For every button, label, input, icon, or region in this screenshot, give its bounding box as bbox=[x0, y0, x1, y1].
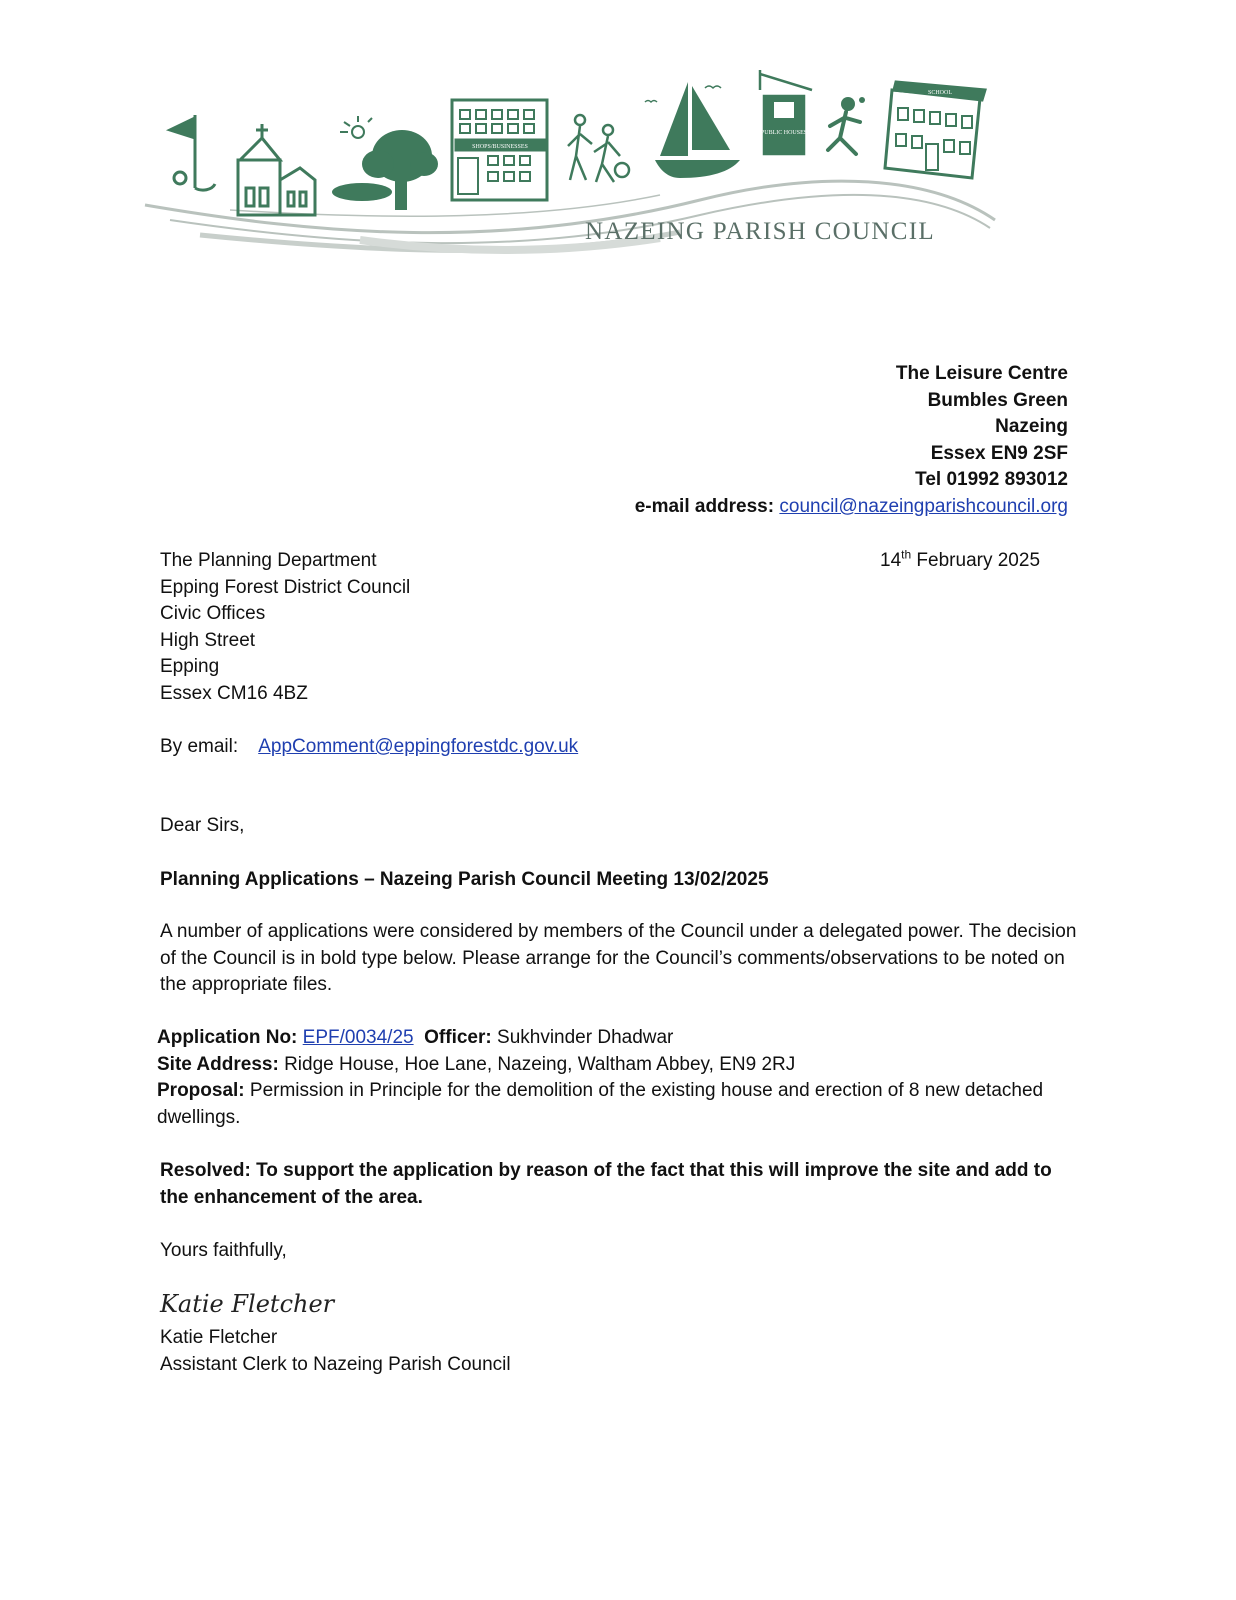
signer-name: Katie Fletcher bbox=[160, 1327, 278, 1348]
proposal-label: Proposal: bbox=[157, 1080, 245, 1102]
by-email-row bbox=[160, 734, 578, 761]
letter-subject: Planning Applications – Nazeing Parish Council Meeting 13/02/2025 bbox=[160, 869, 769, 890]
date-day: 14 bbox=[880, 550, 902, 571]
shops-businesses-icon bbox=[452, 100, 547, 200]
sailboat-icon bbox=[645, 82, 740, 178]
intro-paragraph: A number of applications were considered by members of the Council under a delegated power. The decision of the Council is in bold type below. Please arrange for the Council’s comments/observations to be noted on the appropriate files. bbox=[160, 921, 1077, 996]
handwritten-signature: Katie Fletcher bbox=[160, 1290, 335, 1318]
sender-email-label: e-mail address: bbox=[634, 495, 775, 517]
recipient-line: Epping bbox=[160, 656, 220, 678]
sender-address bbox=[635, 361, 1068, 521]
application-number-label: Application No: bbox=[157, 1027, 298, 1048]
recipient-email-link[interactable]: AppComment@eppingforestdc.gov.uk bbox=[258, 736, 579, 757]
recipient-line: Essex CM16 4BZ bbox=[160, 682, 308, 704]
salutation: Dear Sirs, bbox=[160, 815, 245, 836]
application-number-link[interactable]: EPF/0034/25 bbox=[302, 1027, 414, 1048]
site-address-label: Site Address: bbox=[157, 1053, 279, 1075]
sender-email-row bbox=[635, 494, 1068, 521]
public-houses-sign-icon bbox=[760, 70, 812, 154]
site-address-value: Ridge House, Hoe Lane, Nazeing, Waltham Abbey, EN9 2RJ bbox=[284, 1053, 796, 1075]
recipient-address bbox=[160, 548, 410, 708]
shops-sign-text: SHOPS/BUSINESSES bbox=[472, 144, 528, 150]
council-name: NAZEING PARISH COUNCIL bbox=[585, 218, 935, 245]
sender-address-line: Nazeing bbox=[995, 416, 1068, 438]
recipient-line: The Planning Department bbox=[160, 550, 377, 571]
letter-date bbox=[880, 548, 1040, 575]
application-details bbox=[157, 1025, 1077, 1131]
by-email-label: By email: bbox=[160, 736, 239, 757]
signer-block bbox=[160, 1325, 511, 1378]
church-icon bbox=[238, 124, 315, 215]
sender-address-line: Essex EN9 2SF bbox=[930, 442, 1068, 464]
sender-address-line: Bumbles Green bbox=[927, 389, 1068, 411]
letterhead-logo bbox=[140, 60, 1010, 270]
sender-address-line: The Leisure Centre bbox=[895, 363, 1068, 384]
golf-flag-icon bbox=[170, 115, 215, 190]
resolution: Resolved: To support the application by reason of the fact that this will improve the site and add to the enhancement of the area. bbox=[160, 1160, 1052, 1208]
site-address-row bbox=[157, 1052, 1077, 1079]
walkers-icon bbox=[568, 115, 629, 182]
tree-icon bbox=[332, 116, 438, 210]
date-month-year: February 2025 bbox=[911, 550, 1041, 571]
proposal-row bbox=[157, 1078, 1077, 1131]
officer-label: Officer: bbox=[424, 1027, 492, 1048]
proposal-value: Permission in Principle for the demolition of the existing house and erection of 8 new detached dwellings. bbox=[157, 1080, 1044, 1128]
pub-sign-text: PUBLIC HOUSES bbox=[760, 130, 808, 136]
officer-name: Sukhvinder Dhadwar bbox=[497, 1027, 674, 1048]
application-number-row bbox=[157, 1025, 1077, 1052]
recipient-line: Civic Offices bbox=[160, 603, 266, 625]
runner-icon bbox=[828, 97, 865, 154]
signer-title: Assistant Clerk to Nazeing Parish Council bbox=[160, 1353, 511, 1375]
sender-email-link[interactable]: council@nazeingparishcouncil.org bbox=[779, 495, 1068, 517]
recipient-line: High Street bbox=[160, 629, 256, 651]
sender-phone: Tel 01992 893012 bbox=[915, 469, 1068, 491]
school-icon bbox=[885, 82, 985, 178]
school-sign-text: SCHOOL bbox=[927, 90, 953, 96]
date-suffix: th bbox=[901, 547, 912, 562]
recipient-line: Epping Forest District Council bbox=[160, 576, 411, 598]
closing: Yours faithfully, bbox=[160, 1240, 287, 1261]
